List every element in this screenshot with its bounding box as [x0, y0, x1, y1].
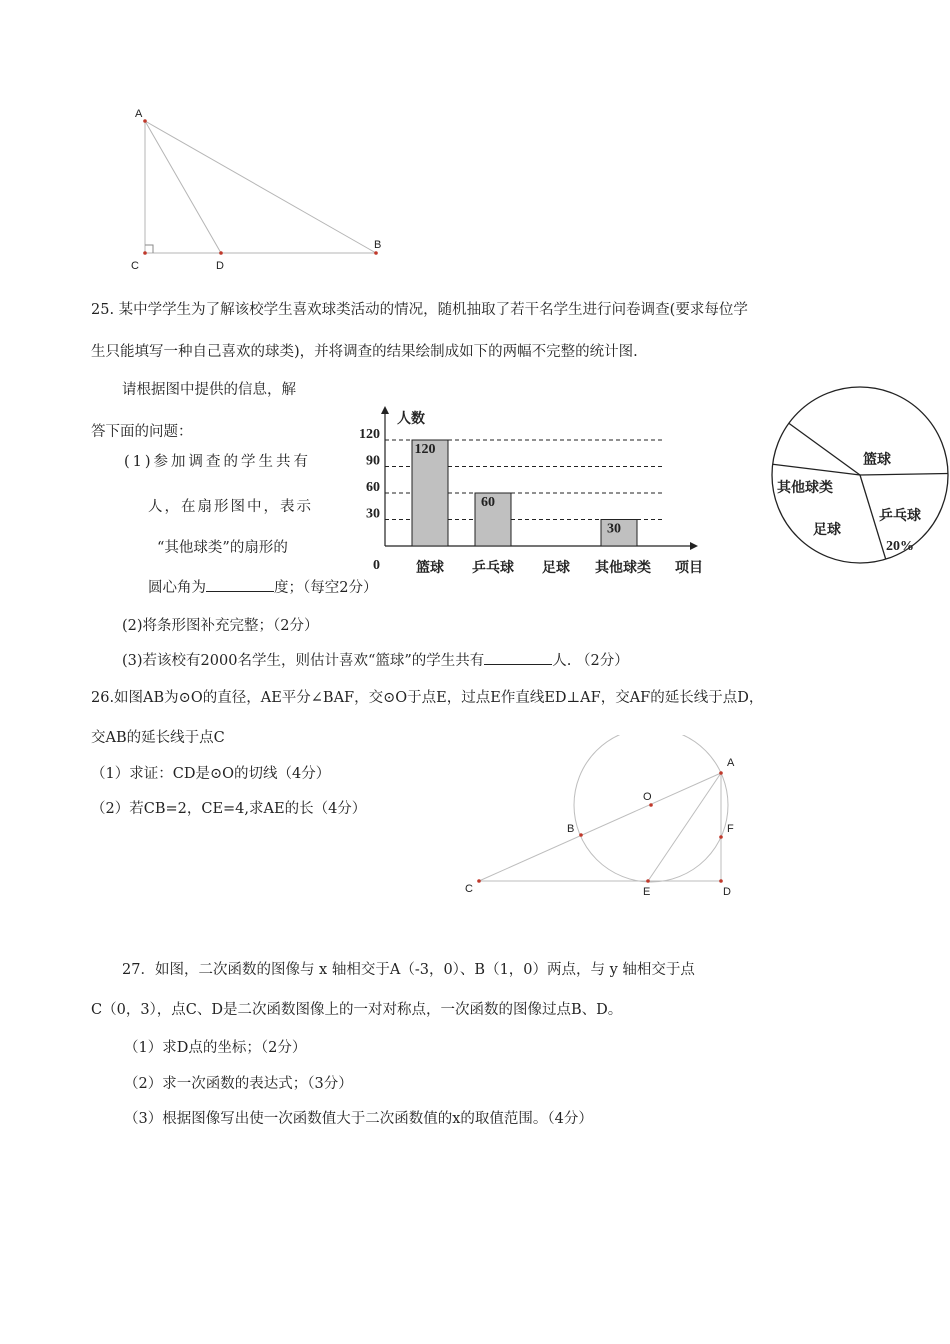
point-label-c: C — [131, 260, 139, 272]
bar-data-label: 120 — [414, 442, 436, 457]
y-tick-label: 30 — [366, 506, 380, 522]
q25-part3-post: 人. （2分） — [552, 653, 629, 669]
q25-part1b: 人，在扇形图中，表示 — [148, 499, 313, 515]
answer-blank-count[interactable] — [484, 664, 552, 665]
y-tick-label: 90 — [366, 453, 380, 469]
q27-part3: （3）根据图像写出使一次函数值大于二次函数值的x的取值范围。（4分） — [124, 1111, 593, 1127]
q26-part1: （1）求证：CD是⊙O的切线（4分） — [91, 766, 331, 782]
point-label-c: C — [465, 883, 473, 895]
answer-blank-angle[interactable] — [206, 591, 274, 592]
point-label-d: D — [723, 886, 731, 898]
y-tick-label: 120 — [359, 427, 380, 442]
x-axis-label: 项目 — [675, 561, 703, 576]
point-label-e: E — [643, 886, 651, 898]
q25-part2: (2)将条形图补充完整；（2分） — [122, 618, 319, 634]
y-tick-label: 0 — [373, 558, 380, 573]
y-axis-arrow — [381, 406, 389, 414]
x-axis-arrow — [690, 542, 698, 550]
pie-chart — [762, 384, 950, 574]
q25-part1c: “其他球类”的扇形的 — [157, 540, 288, 556]
q27-line1: 27．如图，二次函数的图像与 x 轴相交于A（-3，0）、B（1，0）两点，与 y 轴相交于点 — [122, 962, 695, 978]
q25-line2: 生只能填写一种自己喜欢的球类)，并将调查的结果绘制成如下的两幅不完整的统计图. — [91, 344, 638, 360]
q27-part1: （1）求D点的坐标；（2分） — [124, 1040, 307, 1056]
bar-chart — [345, 400, 725, 585]
q26-line2: 交AB的延长线于点C — [91, 730, 225, 746]
q25-intro1: 请根据图中提供的信息，解 — [122, 382, 296, 398]
y-tick-label: 60 — [366, 480, 380, 495]
pie-slice-label: 足球 — [813, 523, 841, 538]
point-label-b: B — [567, 823, 575, 835]
q25-part3 — [122, 651, 629, 671]
q25-part3-pre: (3)若该校有2000名学生，则估计喜欢“篮球”的学生共有 — [122, 653, 485, 669]
triangle-figure — [120, 100, 400, 280]
point-label-a: A — [727, 757, 735, 769]
bar-data-label: 60 — [481, 495, 495, 510]
q25-part1d-post: 度；（每空2分） — [274, 580, 378, 596]
q26-line1: 26.如图AB为⊙O的直径，AE平分∠BAF，交⊙O于点E，过点E作直线ED⊥AF，交AF的延长线于点D， — [91, 690, 764, 706]
q25-intro2: 答下面的问题： — [91, 424, 193, 440]
pie-slice-label: 乒乓球 — [879, 509, 921, 524]
pie-slice-label: 篮球 — [863, 453, 891, 468]
point-label-a: A — [135, 108, 143, 120]
point-label-d: D — [216, 260, 224, 272]
q25-line1: 25. 某中学学生为了解该校学生喜欢球类活动的情况，随机抽取了若干名学生进行问卷调查(要求每位学 — [91, 302, 748, 318]
q25-part1a: (1)参加调查的学生共有 — [124, 454, 312, 470]
category-label: 乒乓球 — [472, 561, 514, 576]
pie-slice-label: 其他球类 — [777, 481, 833, 496]
y-axis-label: 人数 — [397, 412, 425, 427]
category-label: 其他球类 — [595, 561, 651, 576]
category-label: 篮球 — [416, 561, 444, 576]
point-label-o: O — [643, 791, 652, 803]
q25-part1d-pre: 圆心角为 — [148, 580, 206, 596]
bar-data-label: 30 — [607, 521, 621, 537]
point-label-b: B — [374, 239, 382, 251]
pie-value-label: 20% — [886, 539, 914, 554]
category-label: 足球 — [542, 561, 570, 576]
q27-line2: C（0，3），点C、D是二次函数图像上的一对对称点，一次函数的图像过点B、D。 — [91, 1002, 623, 1018]
point-label-f: F — [727, 823, 734, 835]
q27-part2: （2）求一次函数的表达式；（3分） — [124, 1076, 353, 1092]
q25-part1d — [148, 578, 377, 598]
q26-part2: （2）若CB=2，CE=4,求AE的长（4分） — [91, 801, 367, 817]
circle-figure — [455, 735, 755, 905]
